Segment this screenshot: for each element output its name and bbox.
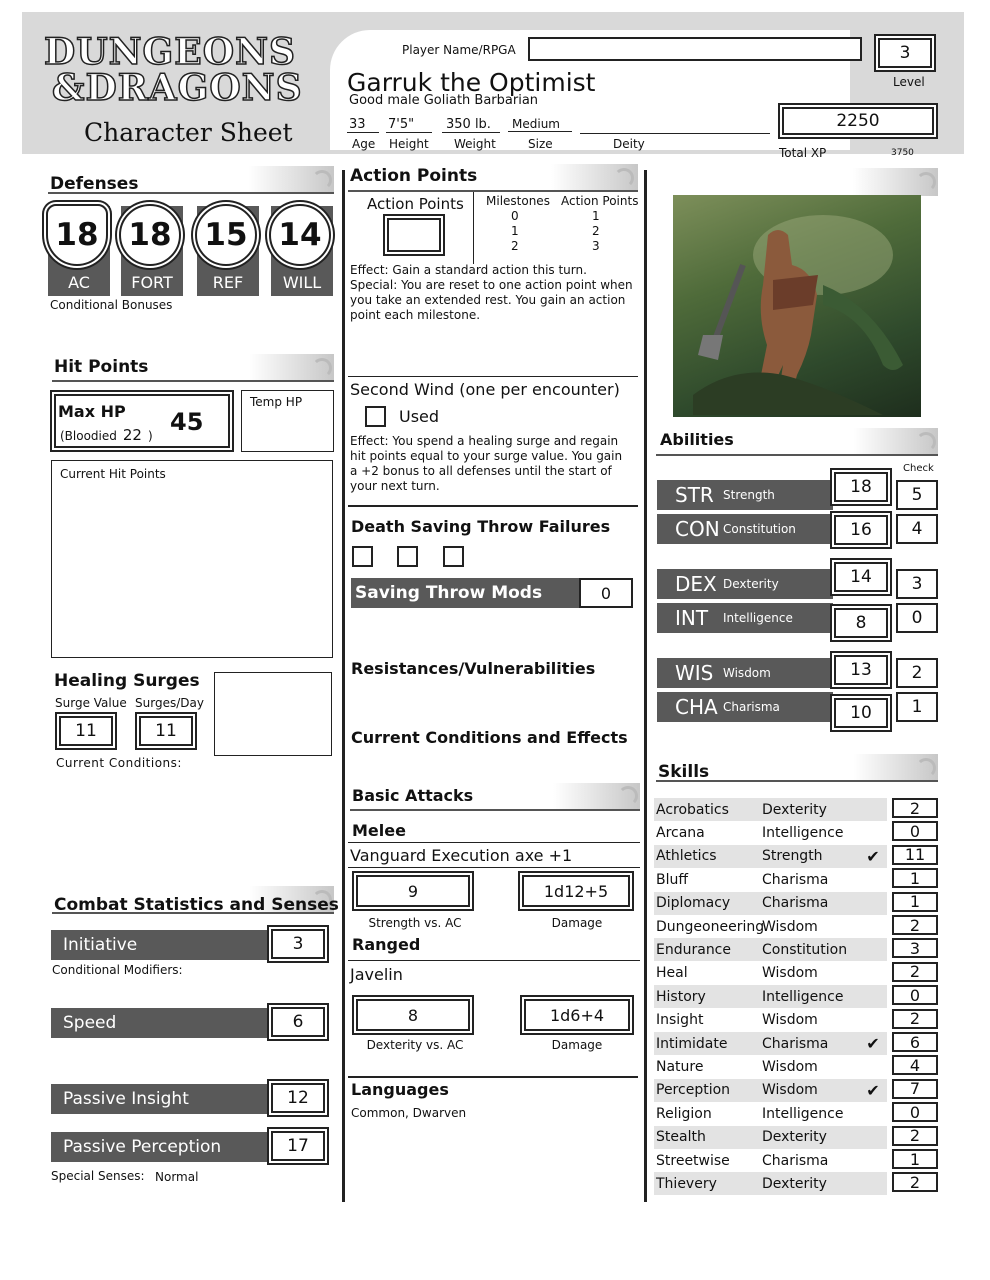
skill-ability: Strength bbox=[762, 848, 823, 865]
divider bbox=[348, 505, 638, 507]
max-hp-label: Max HP bbox=[58, 402, 126, 421]
skill-row bbox=[654, 915, 938, 938]
ranged-label: Ranged bbox=[352, 935, 421, 954]
column-divider bbox=[644, 170, 647, 1202]
barbarian-figure-icon bbox=[673, 195, 921, 417]
skill-name: Intimidate bbox=[656, 1035, 728, 1052]
dnd-logo bbox=[44, 31, 303, 109]
height-label: Height bbox=[389, 137, 429, 151]
melee-damage-caption: Damage bbox=[551, 916, 603, 930]
skill-value[interactable]: 2 bbox=[892, 798, 938, 818]
ability-cha-check[interactable]: 1 bbox=[896, 692, 938, 722]
skill-value[interactable]: 0 bbox=[892, 821, 938, 841]
skill-row bbox=[654, 798, 938, 821]
initiative-bar bbox=[51, 930, 269, 960]
skill-row bbox=[654, 1055, 938, 1078]
skill-value[interactable]: 0 bbox=[892, 985, 938, 1005]
player-name-field[interactable] bbox=[528, 37, 862, 61]
milestones-label: Milestones bbox=[486, 194, 550, 208]
defense-will-label: WILL bbox=[282, 273, 322, 292]
total-xp-label: Total XP bbox=[779, 146, 827, 160]
divider bbox=[348, 1076, 638, 1078]
saving-throw-mods-field[interactable]: 0 bbox=[579, 578, 633, 608]
passive-insight-field[interactable]: 12 bbox=[267, 1079, 329, 1117]
ability-cha-score[interactable]: 10 bbox=[830, 694, 892, 732]
ap-1: 2 bbox=[592, 224, 600, 238]
milestone-2: 2 bbox=[511, 239, 519, 253]
initiative-label: Initiative bbox=[63, 935, 138, 955]
deity-label: Deity bbox=[613, 137, 645, 151]
divider bbox=[348, 960, 640, 961]
divider bbox=[348, 376, 638, 377]
special-senses-label: Special Senses: bbox=[51, 1169, 145, 1183]
skill-ability: Dexterity bbox=[762, 801, 827, 818]
ability-wis-name: Wisdom bbox=[723, 666, 771, 680]
skill-ability: Dexterity bbox=[762, 1129, 827, 1146]
skill-ability: Wisdom bbox=[762, 1082, 818, 1099]
weight-field[interactable]: 350 lb. bbox=[442, 117, 500, 133]
surge-value-label: Surge Value bbox=[55, 696, 127, 710]
surge-value-field[interactable]: 11 bbox=[55, 712, 117, 750]
skill-name: Thievery bbox=[656, 1175, 717, 1192]
check-icon[interactable]: ✔ bbox=[866, 1080, 880, 1100]
age-label: Age bbox=[352, 137, 376, 151]
action-points-title: Action Points bbox=[350, 166, 478, 186]
bloodied-value[interactable]: 22 bbox=[122, 426, 142, 444]
skill-name: Insight bbox=[656, 1012, 704, 1029]
initiative-field[interactable]: 3 bbox=[267, 925, 329, 963]
death-saves-title: Death Saving Throw Failures bbox=[351, 517, 611, 536]
skill-ability: Wisdom bbox=[762, 1058, 818, 1075]
skill-row bbox=[654, 1102, 938, 1125]
second-wind-used-label: Used bbox=[399, 407, 440, 426]
skill-name: Nature bbox=[656, 1058, 704, 1075]
speed-field[interactable]: 6 bbox=[267, 1003, 329, 1041]
logo-line-1: DUNGEONS bbox=[44, 31, 296, 73]
resistances-title: Resistances/Vulnerabilities bbox=[351, 659, 596, 678]
age-field[interactable]: 33 bbox=[347, 117, 379, 133]
defenses-title: Defenses bbox=[50, 174, 139, 194]
melee-attack-field[interactable]: 9 bbox=[352, 871, 474, 911]
skill-name: Bluff bbox=[656, 871, 689, 888]
skill-name: Religion bbox=[656, 1105, 712, 1122]
skill-name: Stealth bbox=[656, 1129, 706, 1146]
ap-2: 3 bbox=[592, 239, 600, 253]
skill-name: Athletics bbox=[656, 848, 717, 865]
skill-row bbox=[654, 1172, 938, 1195]
temp-hp-box[interactable] bbox=[241, 390, 334, 452]
size-label: Size bbox=[528, 137, 553, 151]
ranged-damage-caption: Damage bbox=[551, 1038, 603, 1052]
defense-fort bbox=[121, 206, 183, 296]
skill-ability: Wisdom bbox=[762, 1012, 818, 1029]
skill-value[interactable]: 2 bbox=[892, 1126, 938, 1146]
ability-con-score[interactable]: 16 bbox=[830, 511, 892, 549]
max-hp-value[interactable]: 45 bbox=[170, 408, 204, 436]
ability-str-score[interactable]: 18 bbox=[830, 468, 892, 506]
ability-str-check[interactable]: 5 bbox=[896, 480, 938, 510]
action-points-effect: Effect: Gain a standard action this turn. bbox=[350, 263, 587, 277]
languages-value[interactable]: Common, Dwarven bbox=[351, 1106, 467, 1120]
ranged-damage-field[interactable]: 1d6+4 bbox=[520, 995, 634, 1035]
swirl-icon bbox=[916, 432, 936, 452]
skill-row bbox=[654, 892, 938, 915]
passive-perception-bar bbox=[51, 1132, 269, 1162]
skill-value[interactable]: 1 bbox=[892, 892, 938, 912]
defense-ref-value[interactable]: 15 bbox=[204, 217, 248, 253]
divider bbox=[348, 867, 640, 868]
melee-attack-caption: Strength vs. AC bbox=[368, 916, 462, 930]
conditional-bonuses-label: Conditional Bonuses bbox=[50, 298, 173, 312]
ability-con-check[interactable]: 4 bbox=[896, 514, 938, 544]
second-wind-used-checkbox[interactable] bbox=[365, 406, 386, 427]
skill-value[interactable]: 2 bbox=[892, 962, 938, 982]
temp-hp-label: Temp HP bbox=[250, 395, 303, 409]
skill-ability: Wisdom bbox=[762, 918, 818, 935]
skill-name: Heal bbox=[656, 965, 688, 982]
character-name[interactable]: Garruk the Optimist bbox=[347, 68, 596, 97]
max-hp-box bbox=[50, 390, 234, 452]
skills-title: Skills bbox=[658, 762, 710, 782]
skill-row bbox=[654, 1079, 938, 1102]
sheet-title: Character Sheet bbox=[84, 118, 293, 147]
height-field[interactable]: 7'5" bbox=[386, 117, 432, 133]
ability-str-bar bbox=[657, 480, 833, 510]
ranged-attack-caption: Dexterity vs. AC bbox=[366, 1038, 464, 1052]
combat-title: Combat Statistics and Senses bbox=[54, 895, 339, 915]
weight-label: Weight bbox=[454, 137, 496, 151]
speed-label: Speed bbox=[63, 1013, 117, 1033]
skill-value[interactable]: 2 bbox=[892, 915, 938, 935]
ability-dex-bar bbox=[657, 569, 833, 599]
defense-ref-label: REF bbox=[212, 273, 244, 292]
skill-ability: Intelligence bbox=[762, 988, 844, 1005]
ability-dex-score[interactable]: 14 bbox=[830, 558, 892, 596]
skill-value[interactable]: 1 bbox=[892, 1149, 938, 1169]
skill-name: Streetwise bbox=[656, 1152, 730, 1169]
passive-insight-bar bbox=[51, 1084, 269, 1114]
defense-ref bbox=[197, 206, 259, 296]
swirl-icon bbox=[312, 358, 332, 378]
passive-insight-label: Passive Insight bbox=[63, 1089, 189, 1109]
shield-icon bbox=[46, 204, 108, 266]
ability-dex-check[interactable]: 3 bbox=[896, 569, 938, 599]
surges-day-field[interactable]: 11 bbox=[135, 712, 197, 750]
current-hp-box[interactable] bbox=[51, 460, 333, 658]
skill-value[interactable]: 1 bbox=[892, 868, 938, 888]
conditional-modifiers-label: Conditional Modifiers: bbox=[52, 963, 183, 977]
skill-ability: Charisma bbox=[762, 1035, 829, 1052]
milestone-0: 0 bbox=[511, 209, 519, 223]
ability-int-score[interactable]: 8 bbox=[830, 604, 892, 642]
skill-ability: Wisdom bbox=[762, 965, 818, 982]
ability-int-name: Intelligence bbox=[723, 611, 793, 625]
level-label: Level bbox=[893, 75, 925, 89]
swirl-icon bbox=[618, 786, 638, 806]
skill-value[interactable]: 2 bbox=[892, 1009, 938, 1029]
skill-row bbox=[654, 868, 938, 891]
skill-value[interactable]: 11 bbox=[892, 845, 938, 865]
death-save-checkbox-2[interactable] bbox=[397, 546, 418, 567]
logo-line-2: &DRAGONS bbox=[52, 67, 303, 109]
skill-name: Dungeoneering bbox=[656, 918, 765, 935]
defense-will-circle bbox=[269, 204, 331, 266]
ability-cha-name: Charisma bbox=[723, 700, 780, 714]
skill-name: Perception bbox=[656, 1082, 731, 1099]
skill-value[interactable]: 4 bbox=[892, 1055, 938, 1075]
death-save-checkbox-1[interactable] bbox=[352, 546, 373, 567]
current-conditions-title: Current Conditions and Effects bbox=[351, 728, 628, 747]
defense-fort-circle bbox=[119, 204, 181, 266]
ability-wis-score[interactable]: 13 bbox=[830, 651, 892, 689]
skill-row bbox=[654, 1009, 938, 1032]
skill-row bbox=[654, 962, 938, 985]
skill-ability: Charisma bbox=[762, 895, 829, 912]
swirl-icon bbox=[614, 168, 634, 188]
skill-ability: Intelligence bbox=[762, 1105, 844, 1122]
ability-cha-bar bbox=[657, 692, 833, 722]
ability-wis-bar bbox=[657, 658, 833, 688]
second-wind-effect: Effect: You spend a healing surge and regain hit points equal to your surge value. You gain a +2 bonus to all defenses until the start of your next turn. bbox=[350, 434, 623, 493]
size-field[interactable]: Medium bbox=[508, 117, 572, 132]
speed-bar bbox=[51, 1008, 269, 1038]
second-wind-title: Second Wind (one per encounter) bbox=[350, 380, 620, 399]
skill-name: History bbox=[656, 988, 706, 1005]
ability-str-name: Strength bbox=[723, 488, 775, 502]
surges-used-box[interactable] bbox=[214, 672, 332, 756]
skill-value[interactable]: 3 bbox=[892, 938, 938, 958]
skill-row bbox=[654, 1032, 938, 1055]
skill-name: Diplomacy bbox=[656, 895, 731, 912]
ability-int-abbr: INT bbox=[675, 606, 709, 630]
special-senses-value[interactable]: Normal bbox=[155, 1170, 199, 1184]
skill-row bbox=[654, 845, 938, 868]
swirl-icon bbox=[312, 170, 332, 190]
saving-throw-mods-label: Saving Throw Mods bbox=[355, 583, 543, 603]
skill-name: Acrobatics bbox=[656, 801, 729, 818]
defense-fort-value[interactable]: 18 bbox=[128, 217, 172, 253]
portrait-header-bar bbox=[654, 168, 938, 196]
action-points-box-label: Action Points bbox=[367, 195, 464, 213]
abilities-title: Abilities bbox=[660, 430, 734, 449]
character-description: Good male Goliath Barbarian bbox=[349, 93, 539, 108]
skill-value[interactable]: 0 bbox=[892, 1102, 938, 1122]
total-xp-field[interactable]: 2250 bbox=[778, 103, 938, 139]
current-hp-label: Current Hit Points bbox=[60, 467, 166, 481]
action-points-special: Special: You are reset to one action point when you take an extended rest. You gain an action point each milestone. bbox=[350, 278, 633, 322]
ability-wis-check[interactable]: 2 bbox=[896, 658, 938, 688]
ability-int-bar bbox=[657, 603, 833, 633]
bloodied-label: (Bloodied bbox=[60, 429, 117, 443]
swirl-icon bbox=[916, 758, 936, 778]
skill-name: Endurance bbox=[656, 941, 731, 958]
languages-title: Languages bbox=[351, 1080, 449, 1099]
skill-ability: Intelligence bbox=[762, 824, 844, 841]
ranged-weapon[interactable]: Javelin bbox=[350, 965, 403, 984]
action-points-list bbox=[592, 209, 600, 254]
surges-day-label: Surges/Day bbox=[135, 696, 204, 710]
ability-wis-abbr: WIS bbox=[675, 661, 714, 685]
defense-ref-circle bbox=[195, 204, 257, 266]
skill-row bbox=[654, 821, 938, 844]
melee-label: Melee bbox=[352, 821, 406, 840]
melee-damage-field[interactable]: 1d12+5 bbox=[518, 871, 634, 911]
basic-attacks-title: Basic Attacks bbox=[352, 786, 474, 805]
saving-throw-mods-bar bbox=[351, 578, 581, 608]
skill-row bbox=[654, 1149, 938, 1172]
skill-row bbox=[654, 985, 938, 1008]
ranged-attack-field[interactable]: 8 bbox=[352, 995, 474, 1035]
character-portrait bbox=[673, 195, 921, 417]
check-label: Check bbox=[903, 463, 934, 474]
defense-will bbox=[271, 206, 333, 296]
defense-ac-value[interactable]: 18 bbox=[55, 217, 99, 253]
defense-will-value[interactable]: 14 bbox=[278, 217, 322, 253]
skill-ability: Charisma bbox=[762, 1152, 829, 1169]
defense-ac bbox=[48, 206, 110, 296]
player-name-label: Player Name/RPGA bbox=[402, 43, 516, 57]
melee-weapon[interactable]: Vanguard Execution axe +1 bbox=[350, 846, 573, 865]
action-points-col-label: Action Points bbox=[561, 194, 639, 208]
check-icon[interactable]: ✔ bbox=[866, 846, 880, 866]
check-icon[interactable]: ✔ bbox=[866, 1034, 880, 1053]
milestones-list bbox=[511, 209, 519, 254]
skill-row bbox=[654, 938, 938, 961]
death-save-checkbox-3[interactable] bbox=[443, 546, 464, 567]
ability-int-check[interactable]: 0 bbox=[896, 603, 938, 633]
bloodied-row bbox=[60, 426, 153, 444]
skill-ability: Constitution bbox=[762, 941, 848, 958]
skill-row bbox=[654, 1126, 938, 1149]
swirl-icon bbox=[916, 172, 936, 192]
bloodied-close: ) bbox=[147, 429, 153, 443]
divider bbox=[348, 842, 640, 843]
ability-dex-name: Dexterity bbox=[723, 577, 779, 591]
action-points-field[interactable] bbox=[383, 214, 445, 256]
ability-con-abbr: CON bbox=[675, 517, 720, 541]
skill-name: Arcana bbox=[656, 824, 705, 841]
skill-value[interactable]: 2 bbox=[892, 1172, 938, 1192]
ability-dex-abbr: DEX bbox=[675, 572, 717, 596]
passive-perception-field[interactable]: 17 bbox=[267, 1127, 329, 1165]
ability-cha-abbr: CHA bbox=[675, 695, 718, 719]
ap-0: 1 bbox=[592, 209, 600, 223]
skill-value[interactable]: 6 bbox=[892, 1032, 938, 1052]
skill-value[interactable]: 7 bbox=[892, 1079, 938, 1099]
skill-ability: Dexterity bbox=[762, 1175, 827, 1192]
ability-con-bar bbox=[657, 514, 833, 544]
defense-ac-label: AC bbox=[68, 273, 90, 292]
healing-surges-title: Healing Surges bbox=[54, 671, 200, 691]
passive-perception-label: Passive Perception bbox=[63, 1137, 222, 1157]
hit-points-title: Hit Points bbox=[54, 357, 149, 377]
level-field[interactable]: 3 bbox=[874, 34, 936, 72]
column-divider bbox=[342, 170, 345, 1202]
deity-field[interactable] bbox=[580, 117, 770, 134]
ability-str-abbr: STR bbox=[675, 483, 714, 507]
current-conditions-label: Current Conditions: bbox=[56, 756, 182, 770]
defense-fort-label: FORT bbox=[131, 273, 173, 292]
milestone-1: 1 bbox=[511, 224, 519, 238]
ability-con-name: Constitution bbox=[723, 522, 796, 536]
skill-ability: Charisma bbox=[762, 871, 829, 888]
next-level-xp: 3750 bbox=[891, 148, 914, 158]
